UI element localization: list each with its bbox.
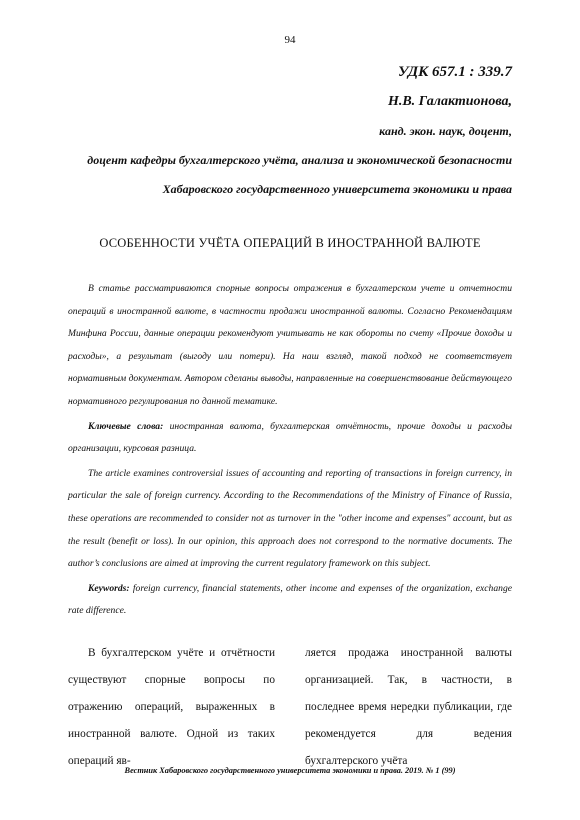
body-column-left	[68, 640, 275, 775]
page-number: 94	[284, 34, 296, 46]
abstract-block	[68, 278, 512, 625]
author-block	[87, 64, 512, 211]
journal-footer: Вестник Хабаровского государственного университета экономики и права. 2019. № 1 (99)	[124, 766, 456, 775]
body-text	[68, 640, 512, 775]
author-institution: Хабаровского государственного университета экономики и права	[162, 182, 512, 196]
author-degree: канд. экон. наук, доцент,	[379, 124, 512, 138]
body-paragraph: ляется продажа иностранной валюты организацией. Так, в частности, в последнее время нередки публикации, где рекомендуется для ведения бухгалтерского учёта	[305, 647, 512, 767]
keywords-en-text: foreign currency, financial statements, other income and expenses of the organization, exchange rate difference.	[68, 582, 512, 617]
udc-code: УДК 657.1 : 339.7	[397, 64, 512, 80]
keywords-ru	[68, 416, 512, 461]
keywords-en	[68, 578, 512, 623]
body-paragraph: В бухгалтерском учёте и отчётности существуют спорные вопросы по отражению операций, выраженных в иностранной валюте. Одной из таких операций яв-	[68, 647, 275, 767]
abstract-ru: В статье рассматриваются спорные вопросы отражения в бухгалтерском учете и отчетности операций в иностранной валюте, в частности продажи иностранной валюты. Согласно Рекомендациям Минфина России, данные операции рекомендуют учитывать не как обороты по счету «Прочие доходы и расходы», а результат (выгоду или потери). На наш взгляд, такой подход не соответствует нормативным документам. Автором сделаны выводы, направленные на совершенствование действующего нормативного регулирования по данной тематике.	[68, 283, 512, 407]
abstract-en: The article examines controversial issues of accounting and reporting of transactions in foreign currency, in particular the sale of foreign currency. According to the Recommendations of the Ministry of Finance of Russia, these operations are recommended to consider not as turnover in the "other income and expenses" account, but as the result (benefit or loss). In our opinion, this approach does not correspond to the normative documents. The author’s conclusions are aimed at improving the current regulatory framework on this subject.	[68, 467, 512, 570]
author-position: доцент кафедры бухгалтерского учёта, анализа и экономической безопасности	[87, 153, 512, 167]
author-name: Н.В. Галактионова,	[387, 94, 512, 109]
body-column-right	[305, 640, 512, 775]
keywords-ru-label: Ключевые слова:	[88, 420, 164, 432]
article-title: ОСОБЕННОСТИ УЧЁТА ОПЕРАЦИЙ В ИНОСТРАННОЙ ВАЛЮТЕ	[99, 236, 481, 250]
keywords-ru-text: иностранная валюта, бухгалтерская отчётность, прочие доходы и расходы организации, курсовая разница.	[68, 420, 512, 455]
keywords-en-label: Keywords:	[88, 582, 130, 594]
